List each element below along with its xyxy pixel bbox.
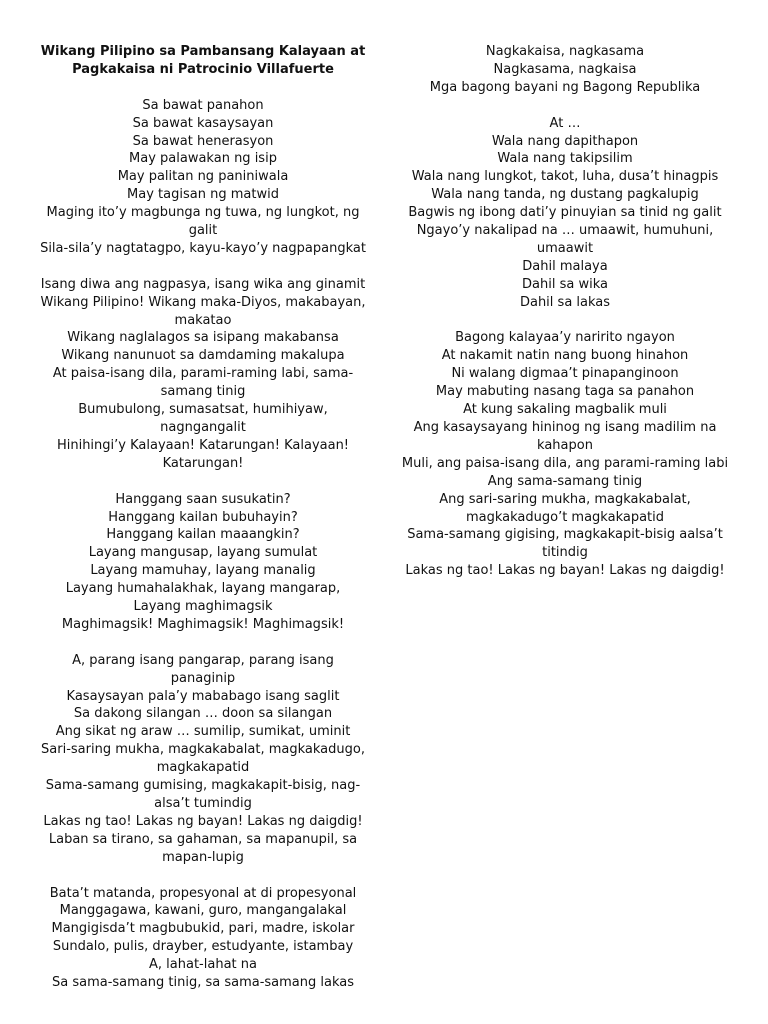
poem-line: Wala nang dapithapon	[491, 133, 639, 149]
stanza	[38, 885, 368, 992]
stanza	[400, 43, 730, 97]
poem-line: Ngayo’y nakalipad na … umaawit, humuhuni,	[416, 223, 714, 239]
poem-line: Sila-sila’y nagtatagpo, kayu-kayo’y nagpapangkat	[40, 240, 366, 256]
poem-line: galit	[188, 223, 218, 239]
poem-line: mapan-lupig	[162, 849, 244, 865]
poem-line: Bagwis ng ibong dati’y pinuyian sa tinid ng galit	[408, 205, 722, 221]
poem-line: At nakamit natin nang buong hinahon	[441, 348, 689, 364]
poem-line: Wala nang tanda, ng dustang pagkalupig	[431, 187, 699, 203]
poem-line: Ang sama-samang tinig	[487, 473, 643, 489]
stanza	[38, 97, 368, 258]
poem-line: Layang humahalakhak, layang mangarap,	[65, 581, 341, 597]
stanza	[38, 276, 368, 473]
poem-line: Sundalo, pulis, drayber, estudyante, istambay	[52, 939, 354, 955]
poem-line: Wala nang lungkot, takot, luha, dusa’t hinagpis	[411, 169, 719, 185]
poem-line: Katarungan!	[162, 455, 244, 471]
poem-line: nagngangalit	[160, 420, 246, 435]
left-stanzas	[38, 97, 368, 992]
poem-line: Nagkakaisa, nagkasama	[485, 44, 645, 59]
poem-line: Dahil sa wika	[522, 276, 608, 292]
poem-line: Wikang Pilipino! Wikang maka-Diyos, makabayan,	[40, 294, 366, 310]
poem-line: A, lahat-lahat na	[149, 957, 257, 973]
poem-line: Hinihingi’y Kalayaan! Katarungan! Kalayaan!	[56, 437, 350, 453]
poem-title	[38, 43, 368, 79]
poem-line: At paisa-isang dila, parami-raming labi, sama-	[52, 366, 354, 382]
poem-line: Sa bawat panahon	[142, 97, 264, 113]
poem-line: alsa’t tumindig	[154, 796, 252, 811]
poem-line: Layang mangusap, layang sumulat	[88, 545, 318, 561]
poem-line: At …	[549, 115, 581, 131]
poem-title-line: Wikang Pilipino sa Pambansang Kalayaan at	[40, 44, 366, 59]
poem-line: makatao	[174, 312, 232, 328]
poem-line: titindig	[542, 545, 588, 561]
poem-column-left	[38, 43, 368, 1010]
poem-line: A, parang isang pangarap, parang isang panaginip	[72, 652, 334, 686]
poem-line: Kasaysayan pala’y mababago isang saglit	[66, 688, 340, 704]
poem-line: Maghimagsik! Maghimagsik! Maghimagsik!	[61, 616, 345, 632]
poem-line: Layang mamuhay, layang manalig	[90, 563, 316, 579]
stanza	[38, 652, 368, 867]
poem-line: Mangigisda’t magbubukid, pari, madre, iskolar	[51, 921, 355, 937]
right-stanzas	[400, 43, 730, 580]
poem-line: Bata’t matanda, propesyonal at di propesyonal	[49, 885, 357, 901]
poem-line: Hanggang saan susukatin?	[115, 491, 291, 507]
poem-line: Hanggang kailan maaangkin?	[106, 527, 300, 543]
poem-line: Sa bawat henerasyon	[132, 133, 274, 149]
poem-line: Lakas ng tao! Lakas ng bayan! Lakas ng daigdig!	[43, 813, 363, 829]
poem-column-right	[400, 43, 730, 598]
poem-line: May mabuting nasang taga sa panahon	[435, 384, 695, 400]
poem-line: Ang sari-saring mukha, magkakabalat,	[439, 491, 691, 507]
poem-line: Ang kasaysayang hininog ng isang madilim na	[413, 420, 717, 435]
poem-line: Bumubulong, sumasatsat, humihiyaw,	[78, 402, 328, 418]
stanza	[400, 115, 730, 312]
poem-line: Wikang naglalagos sa isipang makabansa	[67, 330, 339, 346]
poem-line: Wikang nanunuot sa damdaming makalupa	[61, 348, 345, 364]
poem-line: Ang sikat ng araw … sumilip, sumikat, uminit	[55, 724, 351, 740]
poem-line: Muli, ang paisa-isang dila, ang parami-raming labi	[401, 455, 729, 471]
poem-line: samang tinig	[160, 384, 246, 400]
poem-line: May palitan ng paniniwala	[117, 169, 289, 185]
poem-line: Sari-saring mukha, magkakabalat, magkakadugo,	[41, 742, 365, 758]
poem-title-line: Pagkakaisa ni Patrocinio Villafuerte	[72, 61, 334, 77]
poem-line: Dahil sa lakas	[519, 294, 611, 310]
poem-line: Wala nang takipsilim	[497, 151, 633, 167]
poem-line: Mga bagong bayani ng Bagong Republika	[429, 79, 701, 95]
poem-line: Sa sama-samang tinig, sa sama-samang lakas	[51, 975, 355, 991]
poem-line: magkakapatid	[156, 760, 250, 776]
poem-line: kahapon	[537, 437, 593, 453]
poem-line: Hanggang kailan bubuhayin?	[108, 509, 298, 525]
stanza	[38, 491, 368, 634]
poem-line: Lakas ng tao! Lakas ng bayan! Lakas ng daigdig!	[405, 563, 725, 579]
poem-line: Sa bawat kasaysayan	[132, 115, 274, 131]
poem-line: magkakadugo’t magkakapatid	[465, 509, 665, 525]
poem-line: Sama-samang gigising, magkakapit-bisig aalsa’t	[407, 527, 723, 543]
poem-line: At kung sakaling magbalik muli	[463, 402, 667, 418]
stanza	[400, 329, 730, 580]
poem-line: Bagong kalayaa’y naririto ngayon	[455, 330, 675, 346]
poem-line: Isang diwa ang nagpasya, isang wika ang ginamit	[40, 276, 366, 292]
poem-line: umaawit	[536, 240, 594, 256]
poem-line: Ni walang digmaa’t pinapanginoon	[451, 366, 679, 382]
poem-line: Sa dakong silangan … doon sa silangan	[73, 706, 333, 722]
poem-line: Manggagawa, kawani, guro, mangangalakal	[59, 903, 347, 919]
poem-line: Laban sa tirano, sa gahaman, sa mapanupil, sa	[48, 831, 358, 847]
poem-line: Sama-samang gumising, magkakapit-bisig, nag-	[45, 778, 361, 794]
poem-line: Layang maghimagsik	[133, 599, 273, 615]
poem-line: May tagisan ng matwid	[127, 187, 279, 203]
poem-line: Dahil malaya	[522, 258, 608, 274]
poem-line: Maging ito’y magbunga ng tuwa, ng lungkot, ng	[46, 205, 360, 221]
poem-line: Nagkasama, nagkaisa	[493, 61, 637, 77]
poem-line: May palawakan ng isip	[129, 151, 277, 167]
